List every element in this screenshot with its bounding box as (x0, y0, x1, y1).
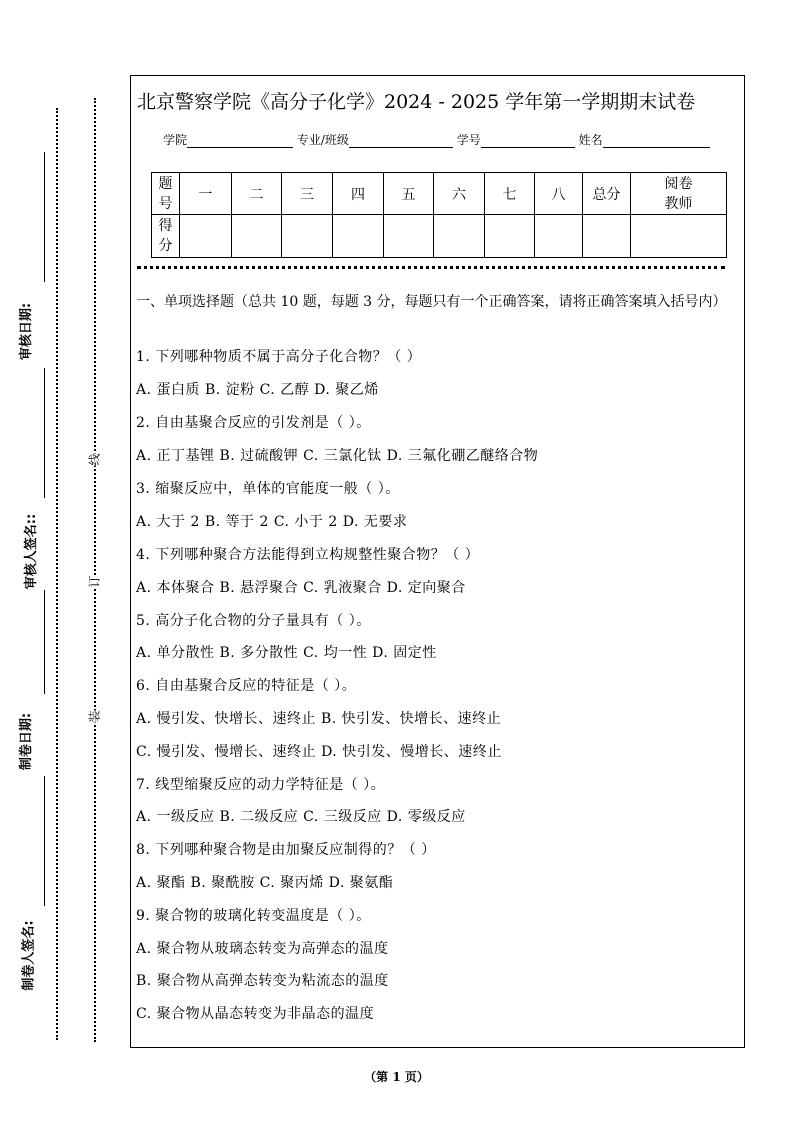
margin-dotted-line-left (56, 108, 58, 1040)
col-5: 五 (384, 173, 434, 215)
option-line: C. 慢引发、慢增长、速终止 D. 快引发、慢增长、速终止 (136, 744, 502, 760)
option-line: A. 单分散性 B. 多分散性 C. 均一性 D. 固定性 (136, 645, 437, 661)
option-line: A. 正丁基锂 B. 过硫酸钾 C. 三氯化钛 D. 三氟化硼乙醚络合物 (136, 448, 539, 464)
student-id-field[interactable] (481, 133, 575, 148)
option-line: A. 慢引发、快增长、速终止 B. 快引发、快增长、速终止 (136, 711, 502, 727)
binding-char-zhuang: 装 (87, 710, 102, 723)
major-class-label: 专业/班级 (296, 133, 349, 147)
binding-char-xian: 线 (87, 453, 102, 466)
question-line: 7. 线型缩聚反应的动力学特征是（ ）。 (136, 777, 386, 793)
score-cell[interactable] (485, 215, 535, 258)
review-date-label: 审核日期: (19, 302, 35, 361)
question-line: 5. 高分子化合物的分子量具有（ ）。 (136, 613, 371, 629)
section-intro: 一、单项选择题（总共 10 题，每题 3 分，每题只有一个正确答案，请将正确答案填入括号内） (136, 294, 727, 310)
option-line: A. 一级反应 B. 二级反应 C. 三级反应 D. 零级反应 (136, 809, 466, 825)
question-line: 9. 聚合物的玻璃化转变温度是（ ）。 (136, 908, 371, 924)
exam-title: 北京警察学院《高分子化学》2024 - 2025 学年第一学期期末试卷 (137, 91, 696, 113)
reviewer-sign-line[interactable] (44, 368, 45, 498)
score-table (151, 172, 727, 258)
page-footer: （第 1 页） (364, 1070, 429, 1084)
score-cell[interactable] (282, 215, 333, 258)
score-cell[interactable] (333, 215, 384, 258)
option-line: A. 本体聚合 B. 悬浮聚合 C. 乳液聚合 D. 定向聚合 (136, 580, 466, 596)
option-line: A. 大于 2 B. 等于 2 C. 小于 2 D. 无要求 (136, 514, 408, 530)
maker-sign-label: 制卷人签名: (21, 920, 37, 991)
name-label: 姓名 (578, 133, 603, 147)
student-info-row (163, 131, 710, 148)
score-row-header: 得 分 (152, 215, 180, 258)
score-cell[interactable] (232, 215, 282, 258)
question-line: 8. 下列哪种聚合物是由加聚反应制得的？（ ） (136, 842, 436, 858)
name-field[interactable] (603, 133, 710, 148)
binding-char-ding: 订 (87, 575, 102, 588)
col-total: 总分 (583, 173, 631, 215)
col-4: 四 (333, 173, 384, 215)
col-6: 六 (434, 173, 485, 215)
reviewer-sign-label: 审核人签名:: (24, 513, 40, 590)
option-line: C. 聚合物从晶态转变为非晶态的温度 (136, 1006, 375, 1022)
question-line: 6. 自由基聚合反应的特征是（ ）。 (136, 678, 357, 694)
col-7: 七 (485, 173, 535, 215)
option-line: A. 蛋白质 B. 淀粉 C. 乙醇 D. 聚乙烯 (136, 382, 379, 398)
col-8: 八 (535, 173, 583, 215)
college-field[interactable] (187, 133, 293, 148)
review-date-line[interactable] (44, 152, 45, 282)
question-line: 4. 下列哪种聚合方法能得到立构规整性聚合物？（ ） (136, 547, 480, 563)
make-date-line[interactable] (44, 590, 45, 694)
grader-header: 阅卷 教师 (631, 173, 727, 215)
maker-sign-line[interactable] (44, 776, 45, 906)
option-line: B. 聚合物从高弹态转变为粘流态的温度 (136, 973, 389, 989)
question-line: 1. 下列哪种物质不属于高分子化合物？（ ） (136, 349, 422, 365)
col-3: 三 (282, 173, 333, 215)
score-cell[interactable] (434, 215, 485, 258)
score-cell[interactable] (535, 215, 583, 258)
score-cell[interactable] (180, 215, 232, 258)
student-id-label: 学号 (456, 133, 481, 147)
binding-dotted-line (94, 98, 96, 1042)
dotted-separator (137, 266, 725, 269)
col-1: 一 (180, 173, 232, 215)
grader-cell[interactable] (631, 215, 727, 258)
score-cell[interactable] (384, 215, 434, 258)
option-line: A. 聚合物从玻璃态转变为高弹态的温度 (136, 941, 389, 957)
make-date-label: 制卷日期: (19, 712, 35, 771)
question-line: 2. 自由基聚合反应的引发剂是（ ）。 (136, 415, 371, 431)
college-label: 学院 (163, 133, 188, 147)
question-number-header: 题 号 (152, 173, 180, 215)
col-2: 二 (232, 173, 282, 215)
major-class-field[interactable] (349, 133, 453, 148)
question-line: 3. 缩聚反应中，单体的官能度一般（ ）。 (136, 481, 400, 497)
score-cell[interactable] (583, 215, 631, 258)
option-line: A. 聚酯 B. 聚酰胺 C. 聚丙烯 D. 聚氨酯 (136, 875, 394, 891)
